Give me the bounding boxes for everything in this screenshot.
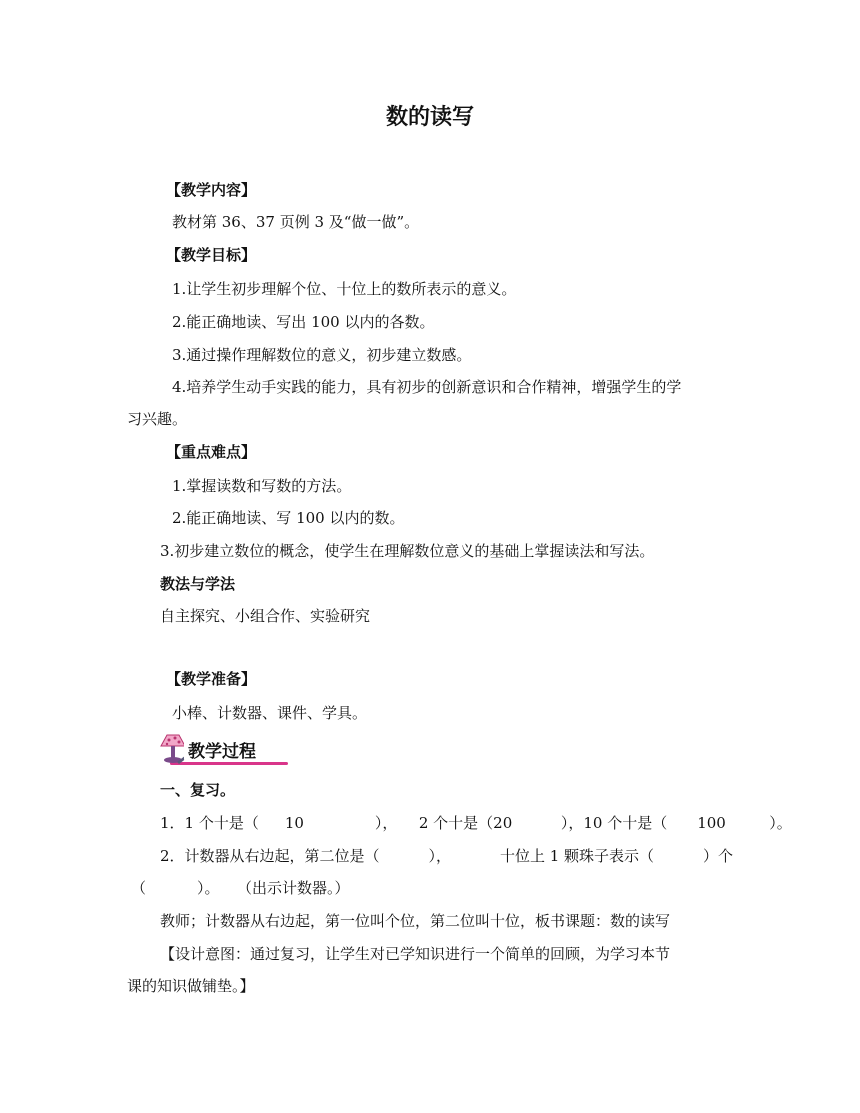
prep-text: 小棒、计数器、课件、学具。 [172,704,368,722]
teacher-note: 教师；计数器从右边起，第一位叫个位，第二位叫十位，板书课题：数的读写 [160,912,671,930]
q2-part: ）。 [197,879,220,897]
key-point-item: 3.初步建立数位的概念，使学生在理解数位意义的基础上掌握读法和写法。 [160,542,655,560]
q2-part: （ [131,879,147,897]
q2-part: （出示计数器。） [237,879,350,897]
key-point-item: 1.掌握读数和写数的方法。 [172,477,352,495]
q1-part: 2 个十是（20 [418,814,513,832]
review-q2 [160,846,733,866]
page-title: 数的读写 [385,105,474,130]
key-point-item: 2.能正确地读、写 100 以内的数。 [172,509,405,527]
goal-item-continued: 习兴趣。 [127,410,188,428]
q1-answer-3: 100 [697,814,726,832]
section-heading-methods: 教法与学法 [160,575,236,593]
goal-item: 1.让学生初步理解个位、十位上的数所表示的意义。 [172,280,517,298]
q2-part: ）， [428,847,451,865]
methods-text: 自主探究、小组合作、实验研究 [160,607,371,625]
banner-text: 教学过程 [188,742,256,762]
q1-part: ），10 个十是（ [560,814,668,832]
lamp-icon [158,732,290,770]
section-heading-key-points: 【重点难点】 [166,443,257,461]
q1-part: ）。 [769,814,792,832]
content-text: 教材第 36、37 页例 3 及“做一做”。 [172,213,420,231]
q2-part: 2．计数器从右边起，第二位是（ [160,847,380,865]
goal-item: 2.能正确地读、写出 100 以内的各数。 [172,313,435,331]
teaching-process-banner [158,732,290,770]
goal-item: 4.培养学生动手实践的能力，具有初步的创新意识和合作精神，增强学生的学 [172,378,682,396]
q1-answer-1: 10 [284,814,304,832]
design-intent-line-1: 【设计意图：通过复习，让学生对已学知识进行一个简单的回顾，为学习本节 [160,945,671,963]
q1-part: 1．1 个十是（ [160,814,259,832]
review-q2-continued [131,878,350,898]
review-q1 [160,813,792,833]
section-heading-content: 【教学内容】 [166,181,257,199]
q2-part: ）个 [702,847,733,865]
q2-part: 十位上 1 颗珠子表示（ [499,847,655,865]
section-heading-goals: 【教学目标】 [166,246,257,264]
review-heading: 一、复习。 [160,781,236,799]
design-intent-line-2: 课的知识做铺垫。】 [127,977,255,995]
section-heading-prep: 【教学准备】 [166,670,257,688]
goal-item: 3.通过操作理解数位的意义，初步建立数感。 [172,346,472,364]
q1-part: ）， [374,814,398,832]
